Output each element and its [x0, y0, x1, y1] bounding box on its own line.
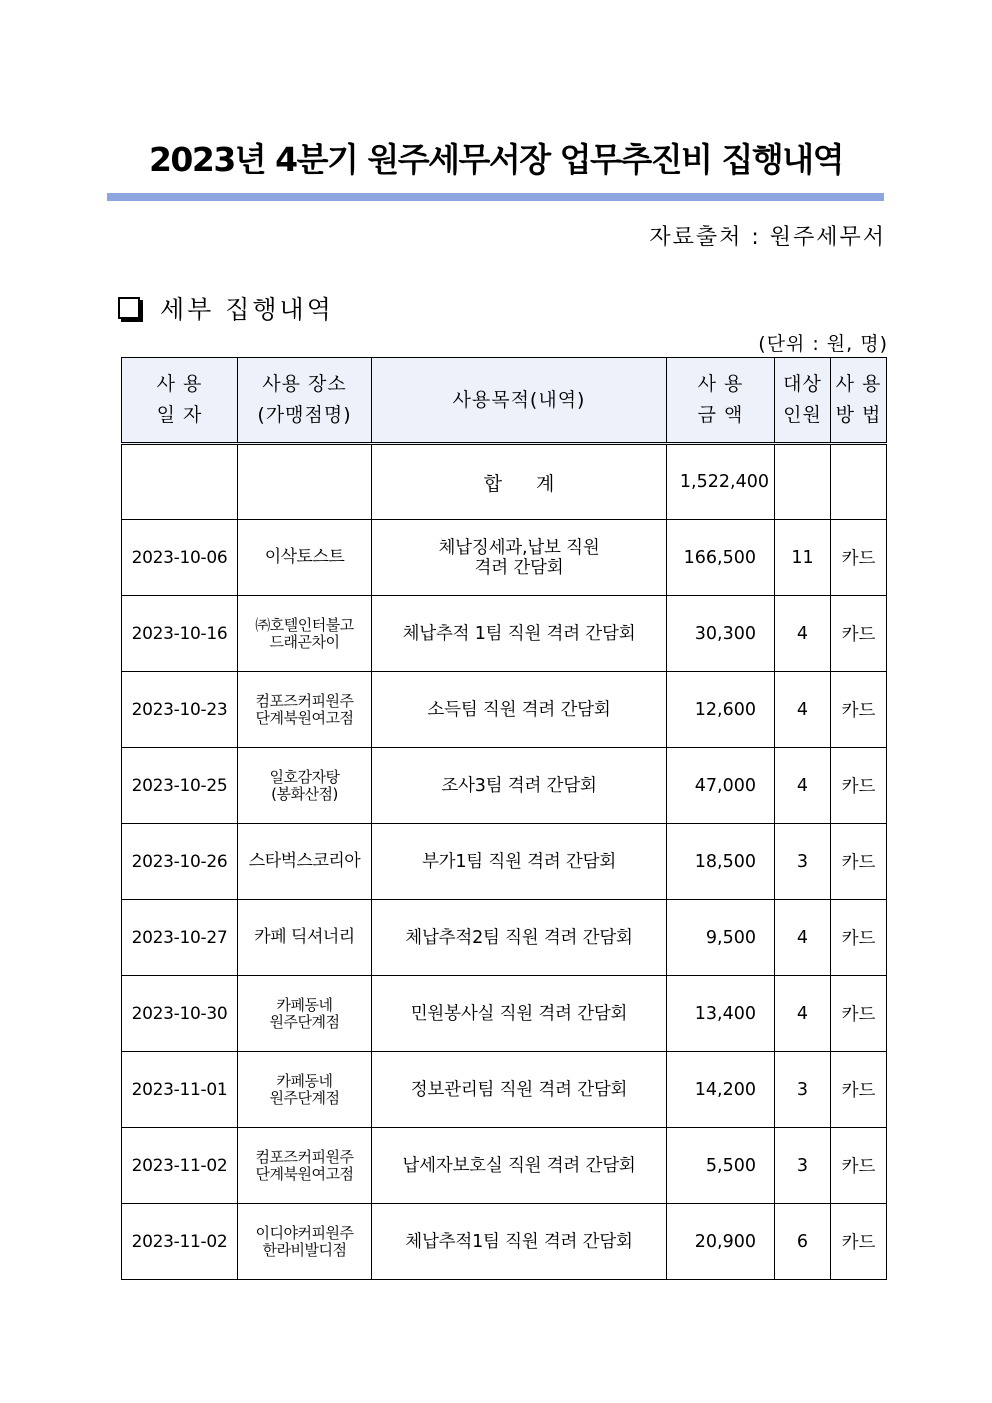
purpose-cell: [372, 1052, 667, 1128]
amount-cell: 47,000: [667, 748, 775, 824]
method-cell: 카드: [831, 520, 887, 596]
page-title: 2023년 4분기 원주세무서장 업무추진비 집행내역: [148, 140, 844, 179]
place-line: (봉화산점): [271, 784, 338, 803]
place-cell: [238, 1128, 372, 1204]
purpose-line: 격려 간담회: [474, 557, 564, 578]
purpose-line: 소득팀 직원 격려 간담회: [427, 699, 611, 720]
purpose-line: 체납추적1팀 직원 격려 간담회: [405, 1231, 633, 1252]
place-line: 컴포즈커피원주: [255, 691, 354, 710]
place-line: 일호감자탕: [269, 767, 340, 786]
header-place: [238, 358, 372, 444]
amount-cell: 12,600: [667, 672, 775, 748]
purpose-line: 부가1팀 직원 격려 간담회: [421, 851, 617, 872]
date-cell: 2023-10-06: [122, 520, 238, 596]
count-cell: 4: [775, 672, 831, 748]
purpose-line: 납세자보호실 직원 격려 간담회: [402, 1155, 636, 1176]
place-cell: [238, 1204, 372, 1280]
method-cell: 카드: [831, 1128, 887, 1204]
amount-cell: 166,500: [667, 520, 775, 596]
header-amount-line2: 금 액: [697, 404, 744, 426]
purpose-line: 체납추적 1팀 직원 격려 간담회: [402, 623, 636, 644]
date-cell: 2023-10-16: [122, 596, 238, 672]
date-cell: 2023-11-02: [122, 1204, 238, 1280]
place-cell: [238, 976, 372, 1052]
header-purpose: 사용목적(내역): [372, 358, 667, 444]
table-row: [122, 520, 887, 596]
place-cell: [238, 824, 372, 900]
place-line: 이삭토스트: [264, 547, 345, 567]
source-note: 자료출처 : 원주세무서: [649, 225, 886, 250]
purpose-line: 정보관리팀 직원 격려 간담회: [410, 1079, 628, 1100]
purpose-cell: [372, 1204, 667, 1280]
purpose-cell: [372, 1128, 667, 1204]
method-cell: 카드: [831, 976, 887, 1052]
total-place-cell: [238, 444, 372, 520]
count-cell: 6: [775, 1204, 831, 1280]
purpose-line: 체납추적2팀 직원 격려 간담회: [405, 927, 633, 948]
header-method-line1: 사 용: [835, 373, 882, 395]
place-line: 원주단계점: [269, 1012, 340, 1031]
section-title: 세부 집행내역: [160, 295, 334, 324]
purpose-cell: [372, 672, 667, 748]
purpose-line: 조사3팀 격려 간담회: [441, 775, 597, 796]
header-count-line2: 인원: [783, 404, 822, 426]
total-label: 합 계: [372, 444, 667, 520]
amount-cell: 14,200: [667, 1052, 775, 1128]
purpose-cell: [372, 596, 667, 672]
amount-cell: 9,500: [667, 900, 775, 976]
method-cell: 카드: [831, 900, 887, 976]
total-amount: 1,522,400: [667, 444, 775, 520]
header-count: [775, 358, 831, 444]
method-cell: 카드: [831, 748, 887, 824]
place-cell: [238, 520, 372, 596]
table-row: [122, 1204, 887, 1280]
expense-table: [121, 357, 887, 1280]
total-count-cell: [775, 444, 831, 520]
place-line: 이디야커피원주: [255, 1223, 354, 1242]
purpose-cell: [372, 824, 667, 900]
place-cell: [238, 1052, 372, 1128]
amount-cell: 13,400: [667, 976, 775, 1052]
header-date-line2: 일 자: [156, 404, 203, 426]
header-count-line1: 대상: [783, 373, 822, 395]
place-line: 원주단계점: [269, 1088, 340, 1107]
amount-cell: 18,500: [667, 824, 775, 900]
place-line: 단계북원여고점: [255, 708, 354, 727]
header-date-line1: 사 용: [156, 373, 203, 395]
count-cell: 4: [775, 900, 831, 976]
table-header-row: [122, 358, 887, 444]
table-row: [122, 1052, 887, 1128]
date-cell: 2023-10-26: [122, 824, 238, 900]
purpose-line: 민원봉사실 직원 격려 간담회: [410, 1003, 628, 1024]
date-cell: 2023-10-27: [122, 900, 238, 976]
method-cell: 카드: [831, 1052, 887, 1128]
header-date: [122, 358, 238, 444]
total-row: [122, 444, 887, 520]
purpose-cell: [372, 900, 667, 976]
count-cell: 3: [775, 824, 831, 900]
count-cell: 3: [775, 1128, 831, 1204]
header-place-line1: 사용 장소: [262, 373, 347, 395]
header-place-line2: (가맹점명): [257, 404, 352, 426]
section-heading: [118, 290, 334, 326]
table-row: [122, 748, 887, 824]
table-row: [122, 824, 887, 900]
method-cell: 카드: [831, 672, 887, 748]
unit-note: (단위 : 원, 명): [758, 333, 888, 355]
date-cell: 2023-10-25: [122, 748, 238, 824]
date-cell: 2023-11-02: [122, 1128, 238, 1204]
count-cell: 4: [775, 748, 831, 824]
header-method: [831, 358, 887, 444]
header-amount: [667, 358, 775, 444]
table-row: [122, 672, 887, 748]
header-method-line2: 방 법: [835, 404, 882, 426]
amount-cell: 5,500: [667, 1128, 775, 1204]
place-line: 한라비발디점: [262, 1240, 347, 1259]
place-cell: [238, 672, 372, 748]
purpose-cell: [372, 520, 667, 596]
place-cell: [238, 596, 372, 672]
table-row: [122, 976, 887, 1052]
place-line: 단계북원여고점: [255, 1164, 354, 1183]
place-cell: [238, 900, 372, 976]
method-cell: 카드: [831, 824, 887, 900]
total-method-cell: [831, 444, 887, 520]
place-cell: [238, 748, 372, 824]
amount-cell: 30,300: [667, 596, 775, 672]
place-line: 컴포즈커피원주: [255, 1147, 354, 1166]
date-cell: 2023-11-01: [122, 1052, 238, 1128]
header-amount-line1: 사 용: [697, 373, 744, 395]
date-cell: 2023-10-23: [122, 672, 238, 748]
place-line: 스타벅스코리아: [248, 851, 361, 871]
count-cell: 11: [775, 520, 831, 596]
title-underline: [107, 193, 884, 201]
total-date-cell: [122, 444, 238, 520]
place-line: 카페동네: [276, 995, 333, 1014]
amount-cell: 20,900: [667, 1204, 775, 1280]
table-row: [122, 900, 887, 976]
place-line: 드래곤차이: [269, 632, 340, 651]
place-line: ㈜호텔인터불고: [255, 615, 354, 634]
purpose-line: 체납징세과,납보 직원: [438, 537, 600, 558]
table-row: [122, 596, 887, 672]
purpose-cell: [372, 748, 667, 824]
table-row: [122, 1128, 887, 1204]
place-line: 카페동네: [276, 1071, 333, 1090]
method-cell: 카드: [831, 596, 887, 672]
count-cell: 3: [775, 1052, 831, 1128]
method-cell: 카드: [831, 1204, 887, 1280]
purpose-cell: [372, 976, 667, 1052]
count-cell: 4: [775, 976, 831, 1052]
place-line: 카페 딕셔너리: [254, 927, 355, 947]
count-cell: 4: [775, 596, 831, 672]
date-cell: 2023-10-30: [122, 976, 238, 1052]
checkbox-icon: [118, 297, 140, 319]
